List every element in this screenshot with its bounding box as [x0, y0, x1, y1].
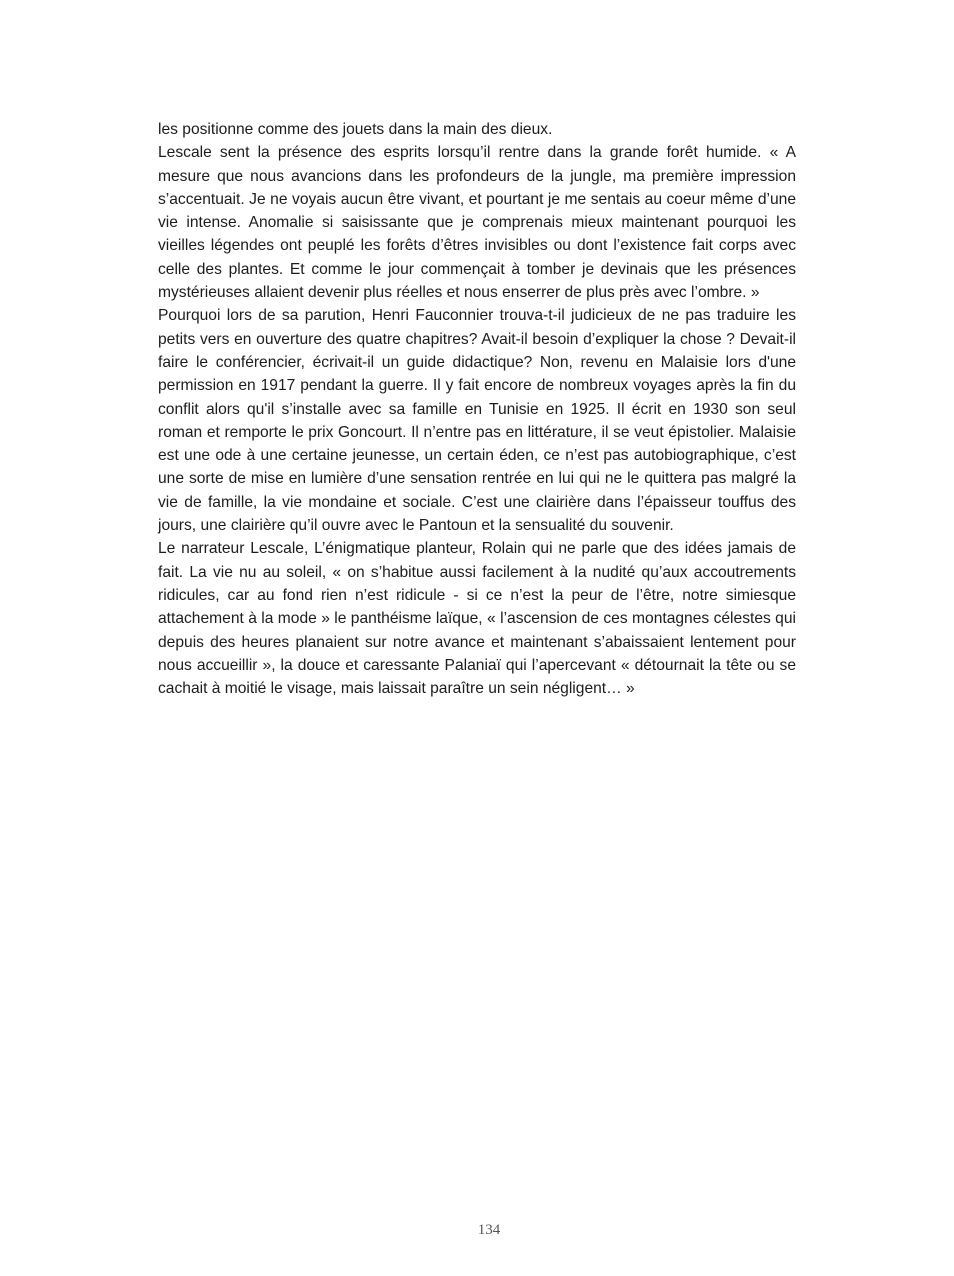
- paragraph-1: les positionne comme des jouets dans la main des dieux.: [158, 121, 553, 138]
- paragraph-3: Pourquoi lors de sa parution, Henri Fauconnier trouva-t-il judicieux de ne pas traduire les petits vers en ouverture des quatre chapitres? Avait-il besoin d’expliquer la chose ? Devait-il faire le conférencier, écrivait-il un guide didactique? Non, revenu en Malaisie lors d'une permission en 1917 pendant la guerre. Il y fait encore de nombreux voyages après la fin du conflit alors qu'il s’installe avec sa famille en Tunisie en 1925. Il écrit en 1930 son seul roman et remporte le prix Goncourt. Il n’entre pas en littérature, il se veut épistolier. Malaisie est une ode à une certaine jeunesse, un certain éden, ce n’est pas autobiographique, c’est une sorte de mise en lumière d’une sensation rentrée en lui qui ne le quittera pas malgré la vie de famille, la vie mondaine et sociale. C’est une clairière dans l’épaisseur touffus des jours, une clairière qu’il ouvre avec le Pantoun et la sensualité du souvenir.: [158, 307, 796, 535]
- paragraph-2: Lescale sent la présence des esprits lorsqu’il rentre dans la grande forêt humide. « A mesure que nous avancions dans les profondeurs de la jungle, ma première impression s’accentuait. Je ne voyais aucun être vivant, et pourtant je me sentais au coeur même d’une vie intense. Anomalie si saisissante que je comprenais mieux maintenant pourquoi les vieilles légendes ont peuplé les forêts d’êtres invisibles ou dont l’existence fait corps avec celle des plantes. Et comme le jour commençait à tomber je devinais que les présences mystérieuses allaient devenir plus réelles et nous enserrer de plus près avec l’ombre. »: [158, 144, 796, 302]
- paragraph-4: Le narrateur Lescale, L’énigmatique planteur, Rolain qui ne parle que des idées jamais de fait. La vie nu au soleil, « on s’habitue aussi facilement à la nudité qu’aux accoutrements ridicules, car au fond rien n’est ridicule - si ce n’est la peur de l’être, notre simiesque attachement à la mode » le panthéisme laïque, « l’ascension de ces montagnes célestes qui depuis des heures planaient sur notre avance et maintenant s’abaissaient lentement pour nous accueillir », la douce et caressante Palaniaï qui l’apercevant « détournait la tête ou se cachait à moitié le visage, mais laissait paraître un sein négligent… »: [158, 540, 796, 698]
- body-text: [158, 118, 796, 700]
- page-number: 134: [477, 1222, 501, 1238]
